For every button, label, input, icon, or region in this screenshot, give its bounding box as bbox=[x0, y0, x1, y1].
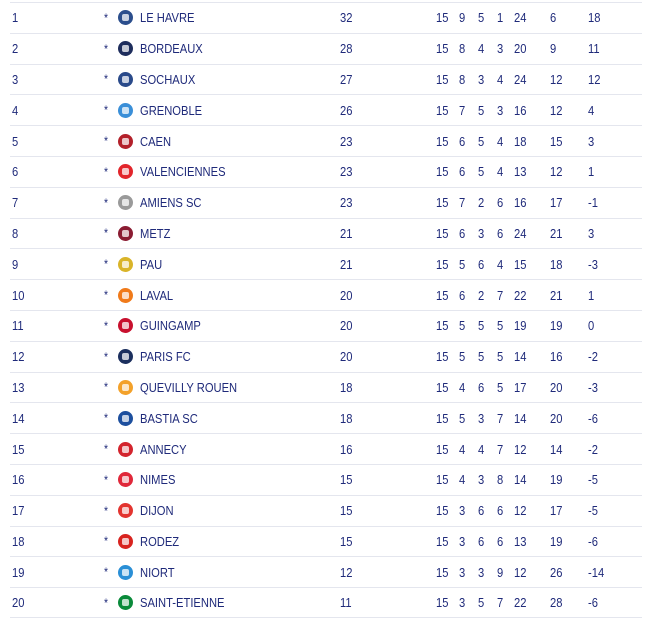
goals-for-cell: 22 bbox=[514, 595, 527, 611]
team-name-link[interactable]: PAU bbox=[140, 256, 163, 272]
played-cell: 15 bbox=[436, 102, 449, 118]
team-name-link[interactable]: DIJON bbox=[140, 503, 174, 519]
goals-for-cell: 18 bbox=[514, 133, 527, 149]
goals-against-cell: 15 bbox=[550, 133, 563, 149]
points-cell: 26 bbox=[340, 102, 353, 118]
star-marker: * bbox=[104, 349, 109, 364]
played-cell: 15 bbox=[436, 410, 449, 426]
team-name-link[interactable]: LAVAL bbox=[140, 287, 174, 303]
played-cell: 15 bbox=[436, 71, 449, 87]
losses-cell: 1 bbox=[497, 10, 504, 26]
star-marker: * bbox=[104, 134, 109, 149]
goal-difference-cell: 11 bbox=[588, 41, 600, 57]
points-cell: 20 bbox=[340, 349, 353, 365]
wins-cell: 4 bbox=[459, 379, 466, 395]
table-row bbox=[10, 402, 642, 433]
goal-difference-cell: 18 bbox=[588, 10, 601, 26]
draws-cell: 5 bbox=[478, 10, 485, 26]
wins-cell: 5 bbox=[459, 256, 466, 272]
goal-difference-cell: -3 bbox=[588, 256, 598, 272]
annecy-logo[interactable] bbox=[118, 442, 133, 457]
star-marker: * bbox=[104, 226, 109, 241]
played-cell: 15 bbox=[436, 472, 449, 488]
goals-for-cell: 24 bbox=[514, 10, 527, 26]
table-row bbox=[10, 310, 642, 341]
rank-cell: 17 bbox=[12, 503, 25, 519]
team-logo-cell[interactable] bbox=[116, 65, 134, 95]
star-marker: * bbox=[104, 534, 109, 549]
played-cell: 15 bbox=[436, 595, 449, 611]
wins-cell: 7 bbox=[459, 195, 466, 211]
team-name-link[interactable]: AMIENS SC bbox=[140, 195, 202, 211]
losses-cell: 4 bbox=[497, 256, 504, 272]
goals-against-cell: 28 bbox=[550, 595, 563, 611]
team-logo-cell[interactable] bbox=[116, 219, 134, 249]
team-name-link[interactable]: ANNECY bbox=[140, 441, 187, 457]
goal-difference-cell: 1 bbox=[588, 164, 595, 180]
played-cell: 15 bbox=[436, 503, 449, 519]
guingamp-logo[interactable] bbox=[118, 318, 133, 333]
rank-cell: 19 bbox=[12, 564, 25, 580]
goal-difference-cell: -5 bbox=[588, 472, 598, 488]
goal-difference-cell: -2 bbox=[588, 349, 598, 365]
team-logo-cell[interactable] bbox=[116, 280, 134, 310]
losses-cell: 3 bbox=[497, 102, 504, 118]
table-row bbox=[10, 433, 642, 464]
rank-cell: 6 bbox=[12, 164, 19, 180]
rank-cell: 3 bbox=[12, 71, 19, 87]
losses-cell: 6 bbox=[497, 195, 504, 211]
goals-for-cell: 24 bbox=[514, 71, 527, 87]
goal-difference-cell: -6 bbox=[588, 410, 598, 426]
table-row bbox=[10, 495, 642, 526]
played-cell: 15 bbox=[436, 10, 449, 26]
quevilly-rouen-logo[interactable] bbox=[118, 380, 133, 395]
losses-cell: 7 bbox=[497, 410, 504, 426]
table-row bbox=[10, 248, 642, 279]
draws-cell: 6 bbox=[478, 533, 485, 549]
points-cell: 18 bbox=[340, 410, 353, 426]
table-row bbox=[10, 33, 642, 64]
goals-against-cell: 14 bbox=[550, 441, 563, 457]
points-cell: 15 bbox=[340, 503, 353, 519]
played-cell: 15 bbox=[436, 41, 449, 57]
losses-cell: 9 bbox=[497, 564, 504, 580]
goals-for-cell: 20 bbox=[514, 41, 527, 57]
goals-against-cell: 12 bbox=[550, 71, 563, 87]
table-row bbox=[10, 156, 642, 187]
draws-cell: 4 bbox=[478, 441, 485, 457]
goals-for-cell: 12 bbox=[514, 441, 527, 457]
goals-against-cell: 20 bbox=[550, 410, 563, 426]
table-row bbox=[10, 64, 642, 95]
draws-cell: 6 bbox=[478, 379, 485, 395]
goal-difference-cell: -5 bbox=[588, 503, 598, 519]
goals-for-cell: 12 bbox=[514, 503, 527, 519]
wins-cell: 9 bbox=[459, 10, 466, 26]
points-cell: 16 bbox=[340, 441, 353, 457]
rank-cell: 13 bbox=[12, 379, 25, 395]
table-row bbox=[10, 125, 642, 156]
team-logo-cell[interactable] bbox=[116, 434, 134, 464]
played-cell: 15 bbox=[436, 225, 449, 241]
goals-for-cell: 16 bbox=[514, 102, 527, 118]
team-name-link[interactable]: NIORT bbox=[140, 564, 175, 580]
points-cell: 15 bbox=[340, 472, 353, 488]
team-name-link[interactable]: SAINT-ETIENNE bbox=[140, 595, 225, 611]
star-marker: * bbox=[104, 411, 109, 426]
goals-against-cell: 26 bbox=[550, 564, 563, 580]
le-havre-logo[interactable] bbox=[118, 10, 133, 25]
goals-for-cell: 13 bbox=[514, 164, 527, 180]
wins-cell: 8 bbox=[459, 71, 466, 87]
played-cell: 15 bbox=[436, 133, 449, 149]
star-marker: * bbox=[104, 288, 109, 303]
table-row bbox=[10, 587, 642, 618]
wins-cell: 6 bbox=[459, 225, 466, 241]
goals-for-cell: 16 bbox=[514, 195, 527, 211]
caen-logo[interactable] bbox=[118, 134, 133, 149]
team-logo-cell[interactable] bbox=[116, 557, 134, 587]
wins-cell: 3 bbox=[459, 595, 466, 611]
team-name-link[interactable]: PARIS FC bbox=[140, 349, 191, 365]
star-marker: * bbox=[104, 164, 109, 179]
rank-cell: 5 bbox=[12, 133, 19, 149]
rank-cell: 14 bbox=[12, 410, 25, 426]
goals-against-cell: 21 bbox=[550, 287, 563, 303]
wins-cell: 6 bbox=[459, 133, 466, 149]
table-row bbox=[10, 279, 642, 310]
points-cell: 23 bbox=[340, 195, 353, 211]
team-name-link[interactable]: CAEN bbox=[140, 133, 172, 149]
losses-cell: 3 bbox=[497, 41, 504, 57]
rank-cell: 20 bbox=[12, 595, 25, 611]
points-cell: 12 bbox=[340, 564, 353, 580]
points-cell: 15 bbox=[340, 533, 353, 549]
team-logo-cell[interactable] bbox=[116, 311, 134, 341]
rodez-logo[interactable] bbox=[118, 534, 133, 549]
draws-cell: 5 bbox=[478, 349, 485, 365]
team-name-link[interactable]: BASTIA SC bbox=[140, 410, 198, 426]
standings-table bbox=[10, 2, 642, 618]
goals-for-cell: 14 bbox=[514, 410, 527, 426]
niort-logo[interactable] bbox=[118, 565, 133, 580]
bastia-logo[interactable] bbox=[118, 411, 133, 426]
rank-cell: 9 bbox=[12, 256, 19, 272]
table-row bbox=[10, 526, 642, 557]
losses-cell: 4 bbox=[497, 133, 504, 149]
points-cell: 23 bbox=[340, 133, 353, 149]
draws-cell: 2 bbox=[478, 287, 485, 303]
wins-cell: 4 bbox=[459, 441, 466, 457]
draws-cell: 3 bbox=[478, 225, 485, 241]
goal-difference-cell: 3 bbox=[588, 225, 595, 241]
goals-against-cell: 16 bbox=[550, 349, 563, 365]
team-logo-cell[interactable] bbox=[116, 95, 134, 125]
goals-for-cell: 24 bbox=[514, 225, 527, 241]
wins-cell: 4 bbox=[459, 472, 466, 488]
points-cell: 21 bbox=[340, 256, 353, 272]
team-name-link[interactable]: LE HAVRE bbox=[140, 10, 195, 26]
team-logo-cell[interactable] bbox=[116, 188, 134, 218]
goals-for-cell: 13 bbox=[514, 533, 527, 549]
star-marker: * bbox=[104, 10, 109, 25]
goal-difference-cell: 12 bbox=[588, 71, 601, 87]
wins-cell: 3 bbox=[459, 533, 466, 549]
sochaux-logo[interactable] bbox=[118, 72, 133, 87]
goals-for-cell: 14 bbox=[514, 472, 527, 488]
losses-cell: 8 bbox=[497, 472, 504, 488]
valenciennes-logo[interactable] bbox=[118, 164, 133, 179]
rank-cell: 10 bbox=[12, 287, 25, 303]
draws-cell: 4 bbox=[478, 41, 485, 57]
table-row bbox=[10, 464, 642, 495]
wins-cell: 3 bbox=[459, 503, 466, 519]
rank-cell: 12 bbox=[12, 349, 25, 365]
laval-logo[interactable] bbox=[118, 288, 133, 303]
goals-against-cell: 17 bbox=[550, 195, 563, 211]
bordeaux-logo[interactable] bbox=[118, 41, 133, 56]
goals-against-cell: 12 bbox=[550, 102, 563, 118]
draws-cell: 2 bbox=[478, 195, 485, 211]
losses-cell: 4 bbox=[497, 164, 504, 180]
team-logo-cell[interactable] bbox=[116, 3, 134, 33]
star-marker: * bbox=[104, 72, 109, 87]
goals-against-cell: 19 bbox=[550, 472, 563, 488]
table-row bbox=[10, 556, 642, 587]
goal-difference-cell: 4 bbox=[588, 102, 595, 118]
star-marker: * bbox=[104, 472, 109, 487]
rank-cell: 15 bbox=[12, 441, 25, 457]
goals-for-cell: 17 bbox=[514, 379, 527, 395]
draws-cell: 5 bbox=[478, 318, 485, 334]
team-name-link[interactable]: BORDEAUX bbox=[140, 41, 203, 57]
rank-cell: 8 bbox=[12, 225, 19, 241]
star-marker: * bbox=[104, 103, 109, 118]
table-row bbox=[10, 218, 642, 249]
draws-cell: 3 bbox=[478, 71, 485, 87]
team-logo-cell[interactable] bbox=[116, 34, 134, 64]
points-cell: 28 bbox=[340, 41, 353, 57]
played-cell: 15 bbox=[436, 564, 449, 580]
team-name-link[interactable]: VALENCIENNES bbox=[140, 164, 226, 180]
amiens-logo[interactable] bbox=[118, 195, 133, 210]
star-marker: * bbox=[104, 318, 109, 333]
team-name-link[interactable]: NIMES bbox=[140, 472, 176, 488]
goals-against-cell: 6 bbox=[550, 10, 557, 26]
team-name-link[interactable]: GUINGAMP bbox=[140, 318, 201, 334]
losses-cell: 6 bbox=[497, 503, 504, 519]
points-cell: 20 bbox=[340, 287, 353, 303]
losses-cell: 7 bbox=[497, 595, 504, 611]
points-cell: 20 bbox=[340, 318, 353, 334]
rank-cell: 16 bbox=[12, 472, 25, 488]
goals-against-cell: 21 bbox=[550, 225, 563, 241]
nimes-logo[interactable] bbox=[118, 472, 133, 487]
star-marker: * bbox=[104, 41, 109, 56]
goals-for-cell: 15 bbox=[514, 256, 527, 272]
losses-cell: 7 bbox=[497, 287, 504, 303]
table-row bbox=[10, 94, 642, 125]
team-logo-cell[interactable] bbox=[116, 496, 134, 526]
draws-cell: 5 bbox=[478, 133, 485, 149]
points-cell: 32 bbox=[340, 10, 353, 26]
team-name-link[interactable]: QUEVILLY ROUEN bbox=[140, 379, 238, 395]
star-marker: * bbox=[104, 257, 109, 272]
draws-cell: 5 bbox=[478, 595, 485, 611]
wins-cell: 5 bbox=[459, 318, 466, 334]
points-cell: 23 bbox=[340, 164, 353, 180]
goal-difference-cell: -1 bbox=[588, 195, 598, 211]
losses-cell: 6 bbox=[497, 533, 504, 549]
wins-cell: 5 bbox=[459, 410, 466, 426]
played-cell: 15 bbox=[436, 164, 449, 180]
goals-against-cell: 12 bbox=[550, 164, 563, 180]
dijon-logo[interactable] bbox=[118, 503, 133, 518]
star-marker: * bbox=[104, 195, 109, 210]
rank-cell: 4 bbox=[12, 102, 19, 118]
goal-difference-cell: -3 bbox=[588, 379, 598, 395]
wins-cell: 7 bbox=[459, 102, 466, 118]
goals-against-cell: 19 bbox=[550, 318, 563, 334]
team-logo-cell[interactable] bbox=[116, 465, 134, 495]
table-row bbox=[10, 2, 642, 33]
played-cell: 15 bbox=[436, 533, 449, 549]
rank-cell: 1 bbox=[12, 10, 19, 26]
draws-cell: 6 bbox=[478, 503, 485, 519]
goals-for-cell: 22 bbox=[514, 287, 527, 303]
goal-difference-cell: 0 bbox=[588, 318, 595, 334]
goal-difference-cell: 3 bbox=[588, 133, 595, 149]
played-cell: 15 bbox=[436, 256, 449, 272]
goal-difference-cell: 1 bbox=[588, 287, 595, 303]
star-marker: * bbox=[104, 595, 109, 610]
wins-cell: 6 bbox=[459, 164, 466, 180]
star-marker: * bbox=[104, 565, 109, 580]
goal-difference-cell: -6 bbox=[588, 533, 598, 549]
played-cell: 15 bbox=[436, 349, 449, 365]
team-logo-cell[interactable] bbox=[116, 157, 134, 187]
team-name-link[interactable]: GRENOBLE bbox=[140, 102, 203, 118]
losses-cell: 7 bbox=[497, 441, 504, 457]
goals-against-cell: 9 bbox=[550, 41, 557, 57]
points-cell: 18 bbox=[340, 379, 353, 395]
losses-cell: 6 bbox=[497, 225, 504, 241]
team-logo-cell[interactable] bbox=[116, 403, 134, 433]
rank-cell: 11 bbox=[12, 318, 24, 334]
points-cell: 27 bbox=[340, 71, 353, 87]
table-row bbox=[10, 187, 642, 218]
team-name-link[interactable]: METZ bbox=[140, 225, 171, 241]
losses-cell: 5 bbox=[497, 349, 504, 365]
goals-for-cell: 19 bbox=[514, 318, 527, 334]
rank-cell: 7 bbox=[12, 195, 19, 211]
draws-cell: 3 bbox=[478, 564, 485, 580]
team-logo-cell[interactable] bbox=[116, 342, 134, 372]
saint-etienne-logo[interactable] bbox=[118, 595, 133, 610]
team-name-link[interactable]: RODEZ bbox=[140, 533, 180, 549]
points-cell: 21 bbox=[340, 225, 353, 241]
goal-difference-cell: -2 bbox=[588, 441, 598, 457]
played-cell: 15 bbox=[436, 318, 449, 334]
losses-cell: 4 bbox=[497, 71, 504, 87]
wins-cell: 8 bbox=[459, 41, 466, 57]
played-cell: 15 bbox=[436, 379, 449, 395]
team-logo-cell[interactable] bbox=[116, 249, 134, 279]
goal-difference-cell: -14 bbox=[588, 564, 605, 580]
goal-difference-cell: -6 bbox=[588, 595, 598, 611]
team-logo-cell[interactable] bbox=[116, 126, 134, 156]
star-marker: * bbox=[104, 380, 109, 395]
wins-cell: 6 bbox=[459, 287, 466, 303]
wins-cell: 3 bbox=[459, 564, 466, 580]
draws-cell: 3 bbox=[478, 472, 485, 488]
team-logo-cell[interactable] bbox=[116, 588, 134, 617]
table-row bbox=[10, 372, 642, 403]
paris-fc-logo[interactable] bbox=[118, 349, 133, 364]
losses-cell: 5 bbox=[497, 318, 504, 334]
team-logo-cell[interactable] bbox=[116, 527, 134, 557]
rank-cell: 2 bbox=[12, 41, 19, 57]
star-marker: * bbox=[104, 503, 109, 518]
goals-for-cell: 12 bbox=[514, 564, 527, 580]
team-name-link[interactable]: SOCHAUX bbox=[140, 71, 196, 87]
goals-against-cell: 17 bbox=[550, 503, 563, 519]
played-cell: 15 bbox=[436, 441, 449, 457]
metz-logo[interactable] bbox=[118, 226, 133, 241]
goals-against-cell: 19 bbox=[550, 533, 563, 549]
draws-cell: 3 bbox=[478, 410, 485, 426]
draws-cell: 5 bbox=[478, 102, 485, 118]
pau-logo[interactable] bbox=[118, 257, 133, 272]
played-cell: 15 bbox=[436, 287, 449, 303]
wins-cell: 5 bbox=[459, 349, 466, 365]
rank-cell: 18 bbox=[12, 533, 25, 549]
points-cell: 11 bbox=[340, 595, 352, 611]
played-cell: 15 bbox=[436, 195, 449, 211]
losses-cell: 5 bbox=[497, 379, 504, 395]
table-row bbox=[10, 341, 642, 372]
draws-cell: 6 bbox=[478, 256, 485, 272]
goals-against-cell: 20 bbox=[550, 379, 563, 395]
goals-against-cell: 18 bbox=[550, 256, 563, 272]
draws-cell: 5 bbox=[478, 164, 485, 180]
grenoble-logo[interactable] bbox=[118, 103, 133, 118]
team-logo-cell[interactable] bbox=[116, 373, 134, 403]
star-marker: * bbox=[104, 442, 109, 457]
goals-for-cell: 14 bbox=[514, 349, 527, 365]
